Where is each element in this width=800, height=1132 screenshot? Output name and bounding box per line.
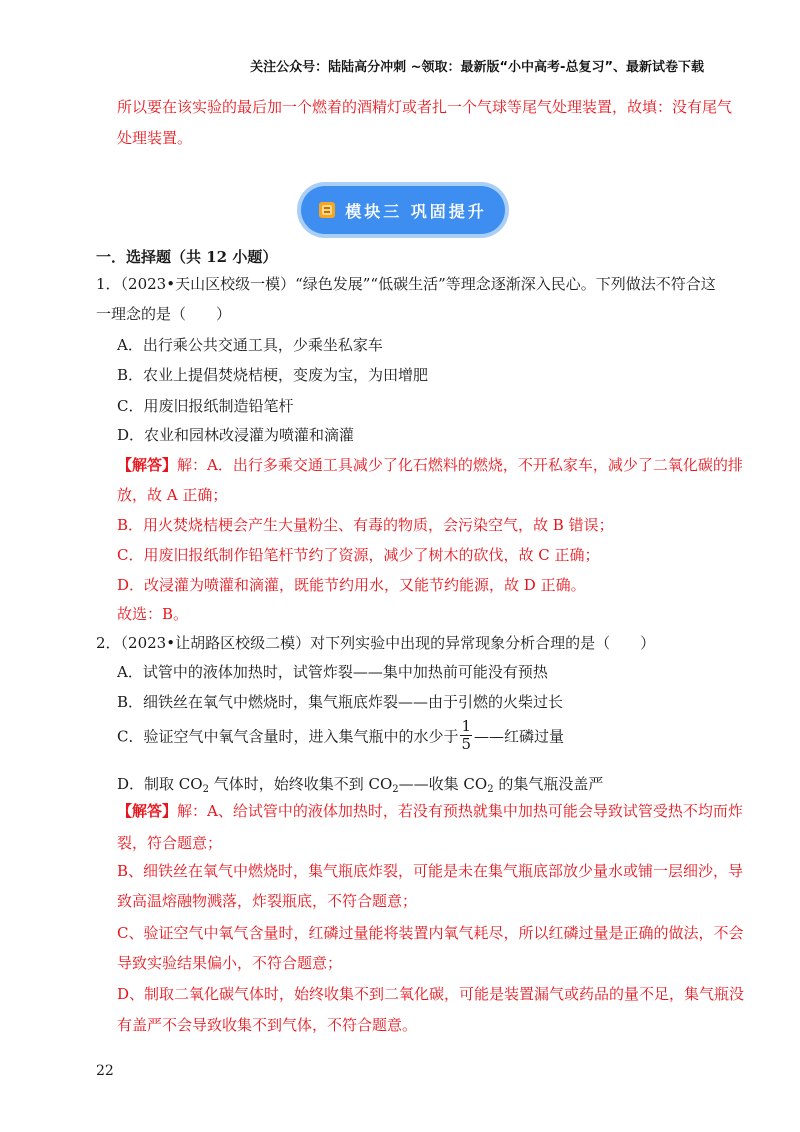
intro-answer-line-2: 处理装置。 xyxy=(117,129,193,147)
q1-option-b: B．农业上提倡焚烧桔梗，变废为宝，为田增肥 xyxy=(117,366,429,384)
page-header: 关注公众号：陆陆高分冲刺 ~领取：最新版“小中高考-总复习”、最新试卷下载 xyxy=(250,60,704,75)
q1-option-d: D．农业和园林改浸灌为喷灌和滴灌 xyxy=(117,426,355,444)
fraction-numerator: 1 xyxy=(461,717,472,735)
q2-option-d-part-1: D．制取 CO xyxy=(117,775,203,793)
q1-answer-line-5: D．改浸灌为喷灌和滴灌，既能节约用水，又能节约能源，故 D 正确。 xyxy=(117,576,586,594)
subscript-2: 2 xyxy=(202,784,209,795)
q1-answer-tag: 【解答】 xyxy=(117,456,178,474)
q2-answer-line-8: 有盖严不会导致收集不到气体，不符合题意。 xyxy=(117,1016,418,1034)
q2-answer-line-4: 致高温熔融物溅落，炸裂瓶底，不符合题意； xyxy=(117,892,418,910)
q2-option-d-part-3: ——收集 CO xyxy=(398,775,488,793)
q1-stem-line-1: 1．（2023•天山区校级一模）“绿色发展”“低碳生活”等理念逐渐深入民心。下列做法不符合这 xyxy=(96,275,716,293)
q1-answer-line-4: C．用废旧报纸制作铅笔杆节约了资源，减少了树木的砍伐，故 C 正确； xyxy=(117,546,600,564)
q2-answer-text-1: 解：A、给试管中的液体加热时，若没有预热就集中加热可能会导致试管受热不均而炸 xyxy=(177,802,743,820)
q1-answer-line-2: 放，故 A 正确； xyxy=(117,486,228,504)
q2-stem: 2．（2023•让胡路区校级二模）对下列实验中出现的异常现象分析合理的是（ ） xyxy=(96,634,656,652)
q1-option-a: A．出行乘公共交通工具，少乘坐私家车 xyxy=(117,336,383,354)
subscript-2: 2 xyxy=(487,784,494,795)
q2-answer-line-6: 导致实验结果偏小，不符合题意； xyxy=(117,954,343,972)
q2-option-d xyxy=(117,773,603,795)
q2-option-c-text: C．验证空气中氧气含量时，进入集气瓶中的水少于 xyxy=(117,727,459,746)
section-title: 一．选择题（共 12 小题） xyxy=(96,248,278,266)
q2-answer-tag: 【解答】 xyxy=(117,802,178,820)
q2-option-d-part-2: 气体时，始终收集不到 CO xyxy=(208,775,393,793)
q2-answer-line-5: C、验证空气中氧气含量时，红磷过量能将装置内氧气耗尽，所以红磷过量是正确的做法，不会 xyxy=(117,924,744,942)
module-banner-label: 模块三 巩固提升 xyxy=(345,201,487,221)
q2-answer-line-1 xyxy=(117,800,743,821)
intro-answer-line-1: 所以要在该实验的最后加一个燃着的酒精灯或者扎一个气球等尾气处理装置，故填：没有尾气 xyxy=(117,98,733,116)
module-banner xyxy=(301,186,505,234)
q2-option-c xyxy=(117,717,565,755)
page-number: 22 xyxy=(96,1063,114,1079)
subscript-2: 2 xyxy=(392,784,399,795)
q2-option-b: B．细铁丝在氧气中燃烧时，集气瓶底炸裂——由于引燃的火柴过长 xyxy=(117,693,564,711)
q2-option-d-part-4: 的集气瓶没盖严 xyxy=(493,775,604,793)
q1-stem-line-2: 一理念的是（ ） xyxy=(96,305,232,323)
q1-option-c: C．用废旧报纸制造铅笔杆 xyxy=(117,397,294,415)
q1-answer-text-1: 解：A．出行多乘交通工具减少了化石燃料的燃烧，不开私家车，减少了二氧化碳的排 xyxy=(177,456,743,474)
q1-answer-line-1 xyxy=(117,454,743,475)
q2-answer-line-3: B、细铁丝在氧气中燃烧时，集气瓶底炸裂，可能是未在集气瓶底部放少量水或铺一层细沙，导 xyxy=(117,862,744,880)
module-icon xyxy=(319,202,335,218)
q2-answer-line-7: D、制取二氧化碳气体时，始终收集不到二氧化碳，可能是装置漏气或药品的量不足，集气瓶没 xyxy=(117,985,745,1003)
fraction-denominator: 5 xyxy=(461,735,472,753)
fraction-one-fifth xyxy=(460,718,472,753)
q2-option-c-tail: ——红磷过量 xyxy=(474,727,565,746)
q2-option-a: A．试管中的液体加热时，试管炸裂——集中加热前可能没有预热 xyxy=(117,663,548,681)
q2-answer-line-2: 裂，符合题意； xyxy=(117,834,223,852)
q1-answer-line-3: B．用火焚烧桔梗会产生大量粉尘、有毒的物质，会污染空气，故 B 错误； xyxy=(117,516,614,534)
q1-answer-line-6: 故选：B。 xyxy=(117,605,189,623)
